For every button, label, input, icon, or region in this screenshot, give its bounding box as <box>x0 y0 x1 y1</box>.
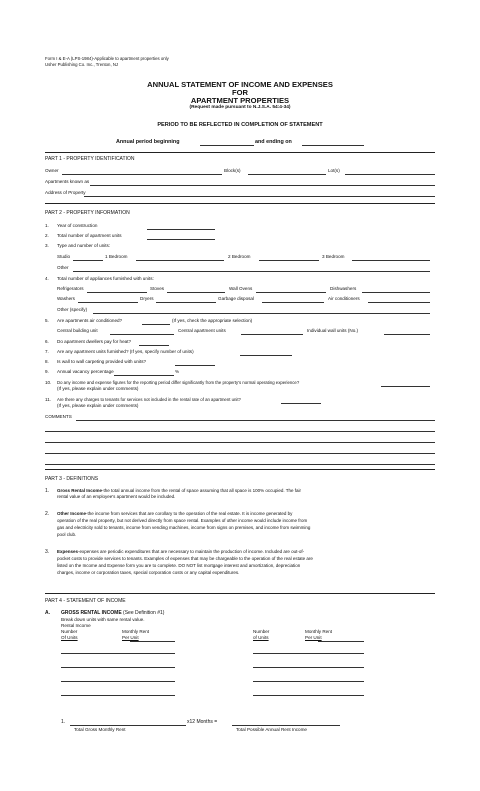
per-unit-underline-right <box>318 641 364 642</box>
carpeting-field[interactable] <box>175 365 215 366</box>
wall-ovens-field[interactable] <box>256 292 326 293</box>
block-label: Block(s) <box>224 168 241 173</box>
washers-label: Washers <box>57 296 75 301</box>
refrigerators-label: Refrigerators <box>57 286 84 291</box>
year-construction-field[interactable] <box>147 229 215 230</box>
d3-number: 3. <box>45 549 50 555</box>
q10-number: 10. <box>45 380 52 385</box>
q7-number: 7. <box>45 349 49 354</box>
garbage-disposal-label: Garbage disposal <box>218 296 255 301</box>
other-appliances-field[interactable] <box>93 313 430 314</box>
rent-row-left[interactable] <box>61 681 175 682</box>
break-down-instruction: Break down units with same rental value. <box>61 617 145 622</box>
section-a-letter: A. <box>45 610 50 616</box>
d2-text-b: operation of the real property, but not derived directly from space rental. Examples of other income would include income from <box>57 518 308 523</box>
part4-heading: PART 4 - STATEMENT OF INCOME <box>45 598 126 604</box>
gross-rental-title: GROSS RENTAL INCOME <box>61 610 122 616</box>
total-annual-rent-field[interactable] <box>232 725 340 726</box>
bed2-label: 2 Bedroom <box>228 254 251 259</box>
air-conditioned-field[interactable] <box>142 324 170 325</box>
rent-row-left[interactable] <box>61 695 175 696</box>
wall-ovens-label: Wall Ovens <box>229 286 253 291</box>
q2-number: 2. <box>45 233 49 238</box>
owner-label: Owner <box>45 168 59 173</box>
annual-beginning-field[interactable] <box>200 145 254 146</box>
lot-label: Lot(s) <box>328 168 340 173</box>
q7-label: Are any apartment units furnished? (If yes, specify number of units) <box>57 349 194 354</box>
address-field[interactable] <box>84 196 435 197</box>
individual-wall-label: Individual wall units (No.) <box>307 328 359 333</box>
dishwashers-label: Dishwashers <box>330 286 357 291</box>
d1-term: Gross Rental Income <box>57 488 103 493</box>
comments-line[interactable] <box>45 464 435 465</box>
rent-row-right[interactable] <box>253 667 364 668</box>
q8-number: 8. <box>45 359 49 364</box>
q3-number: 3. <box>45 243 49 248</box>
rent-row-right[interactable] <box>253 695 364 696</box>
individual-wall-field[interactable] <box>384 334 430 335</box>
central-building-field[interactable] <box>110 334 174 335</box>
definition-3 <box>57 549 304 555</box>
q11-number: 11. <box>45 397 52 402</box>
d3-term: Expenses <box>57 549 79 554</box>
of-units-header-left: Of Units <box>61 635 78 640</box>
q5-number: 5. <box>45 318 49 323</box>
divider <box>45 203 435 204</box>
form-title-apartment: APARTMENT PROPERTIES <box>190 96 290 105</box>
q11-label: Are there any charges to tenants for services not included in the rental rate of an apartment unit? <box>57 397 241 402</box>
dishwashers-field[interactable] <box>362 292 430 293</box>
d3-text-a: -expenses are periodic expenditures that are necessary to maintain the production of income. Included are out-of- <box>78 549 305 554</box>
d2-text-a: -the income from services that are corollary to the operation of the real estate. It is income generated by <box>86 511 293 516</box>
dryers-field[interactable] <box>156 302 216 303</box>
other-units-label: Other <box>57 265 69 270</box>
d3-text-b: pocket costs to provide services to tenants. Examples of expenses that may be chargeable to the operation of the real estate are <box>57 556 313 561</box>
refrigerators-field[interactable] <box>87 292 147 293</box>
washers-field[interactable] <box>78 302 138 303</box>
publisher: Usher Publishing Co. Inc., Trenton, NJ <box>45 62 119 67</box>
form-number: Form I & E-A (LPS-1984)-Applicable to apartment properties only <box>45 56 169 61</box>
d3-text-d: charges, income or corporation taxes, special corporation costs or any capital expenditures. <box>57 570 240 575</box>
total-units-field[interactable] <box>147 239 215 240</box>
definition-2 <box>57 511 292 517</box>
monthly-rent-header-left: Monthly Rent <box>122 629 150 634</box>
part2-heading: PART 2 - PROPERTY INFORMATION <box>45 210 130 216</box>
comments-label: COMMENTS <box>45 414 72 419</box>
q6-label: Do apartment dwellers pay for heat? <box>57 339 132 344</box>
air-conditioners-label: Air conditioners <box>328 296 360 301</box>
d2-term: Other Income <box>57 511 87 516</box>
q6-number: 6. <box>45 339 49 344</box>
annual-beginning-label: Annual period beginning <box>116 139 180 145</box>
monthly-rent-header-right: Monthly Rent <box>305 629 333 634</box>
comments-line[interactable] <box>45 453 435 454</box>
block-field[interactable] <box>248 174 326 175</box>
percent-sign: % <box>175 369 180 374</box>
comments-line[interactable] <box>45 442 435 443</box>
bed1-label: 1 Bedroom <box>105 254 128 259</box>
q4-label: Total number of appliances furnished with units: <box>57 276 154 281</box>
x12-months-label: x12 Months = <box>187 719 218 725</box>
stoves-label: Stoves <box>150 286 165 291</box>
dryers-label: Dryers <box>140 296 154 301</box>
per-unit-underline-left <box>130 641 175 642</box>
divider <box>45 152 435 153</box>
q5-label: Are apartments air conditioned? <box>57 318 123 323</box>
ending-on-field[interactable] <box>302 145 364 146</box>
bed1-field[interactable] <box>136 260 224 261</box>
q1-number: 1. <box>45 223 49 228</box>
total-gross-monthly-field[interactable] <box>70 725 186 726</box>
bed2-field[interactable] <box>259 260 319 261</box>
per-unit-header-right: Per Unit <box>305 635 322 640</box>
known-as-label: Apartments known as <box>45 179 90 184</box>
d3-text-c: listed on the Income and Expense form you are to complete. DO NOT list mortgage interest and amortization, depreciation <box>57 563 301 568</box>
vacancy-percentage-field[interactable] <box>114 375 174 376</box>
air-conditioners-field[interactable] <box>368 302 430 303</box>
q1-label: Year of construction <box>57 223 98 228</box>
q10-label: Do any income and expense figures for the reporting period differ significantly from the property's normal operating experience? <box>57 380 300 385</box>
d1-text-a: -the total annual income from the rental of space assuming that all space is 100% occupied. The fair <box>102 488 302 493</box>
per-unit-header-left: Per Unit <box>122 635 139 640</box>
total-possible-annual-label: Total Possible Annual Rent Income <box>236 727 307 732</box>
q9-number: 9. <box>45 369 49 374</box>
rent-row-right[interactable] <box>253 681 364 682</box>
number-header-right: Number <box>253 629 270 634</box>
rent-row-right[interactable] <box>253 653 364 654</box>
d2-text-d: pool club. <box>57 532 77 537</box>
pay-heat-field[interactable] <box>139 345 169 346</box>
part1-heading: PART 1 - PROPERTY IDENTIFICATION <box>45 156 135 162</box>
comments-line[interactable] <box>45 431 435 432</box>
gross-rental-heading <box>61 610 164 616</box>
d1-number: 1. <box>45 488 50 494</box>
q11-instruction: (If yes, please explain under comments) <box>57 403 139 408</box>
period-heading: PERIOD TO BE REFLECTED IN COMPLETION OF STATEMENT <box>157 122 323 128</box>
q9-label: Annual vacancy percentage <box>57 369 114 374</box>
of-units-header-right: of Units <box>253 635 269 640</box>
d1-text-b: rental value of an employee's apartment would be included. <box>57 494 176 499</box>
furnished-units-field[interactable] <box>240 355 292 356</box>
bed3-label: 3 Bedroom <box>322 254 345 259</box>
total-gross-monthly-label: Total Gross Monthly Rent <box>74 727 126 732</box>
known-as-field[interactable] <box>90 185 435 186</box>
d2-text-c: gas and electricity sold to tenants, income from vending machines, income from signs on premises, and income from swimming <box>57 525 311 530</box>
line1-number: 1. <box>61 719 66 725</box>
and-ending-label: and ending on <box>255 139 292 145</box>
bed3-field[interactable] <box>352 260 430 261</box>
form-title-for: FOR <box>231 88 249 97</box>
central-apartment-label: Central apartment units <box>178 328 226 333</box>
statute-reference: (Request made pursuant to N.J.S.A. 54:4-34) <box>189 105 291 110</box>
studio-label: Studio <box>57 254 71 259</box>
gross-rental-definition-ref: (See Definition #1) <box>123 610 165 616</box>
q10-instruction: (If yes, please explain under comments) <box>57 386 139 391</box>
address-label: Address of Property <box>45 190 86 195</box>
differ-significantly-field[interactable] <box>381 386 430 387</box>
q4-number: 4. <box>45 276 49 281</box>
divider <box>45 593 435 594</box>
central-building-label: Central building unit <box>57 328 98 333</box>
rental-income-label: Rental Income <box>61 623 91 628</box>
studio-field[interactable] <box>73 260 103 261</box>
q8-label: Is wall to wall carpeting provided with units? <box>57 359 147 364</box>
d2-number: 2. <box>45 511 50 517</box>
divider <box>45 469 435 470</box>
q3-label: Type and number of units: <box>57 243 111 248</box>
owner-field[interactable] <box>62 174 222 175</box>
rent-row-left[interactable] <box>61 653 175 654</box>
stoves-field[interactable] <box>167 292 225 293</box>
form-title: ANNUAL STATEMENT OF INCOME AND EXPENSES <box>147 80 333 89</box>
lot-field[interactable] <box>345 174 435 175</box>
garbage-disposal-field[interactable] <box>262 302 324 303</box>
number-header-left: Number <box>61 629 78 634</box>
central-apartment-field[interactable] <box>241 334 303 335</box>
other-appliances-label: Other (specify) <box>57 307 88 312</box>
q2-label: Total number of apartment units <box>57 233 122 238</box>
rent-row-left[interactable] <box>61 667 175 668</box>
part3-heading: PART 3 - DEFINITIONS <box>45 476 99 482</box>
comments-line[interactable] <box>76 420 435 421</box>
other-units-field[interactable] <box>73 271 430 272</box>
tenant-charges-field[interactable] <box>281 403 321 404</box>
q5-instruction: (If yes, check the appropriate selection) <box>172 318 253 323</box>
